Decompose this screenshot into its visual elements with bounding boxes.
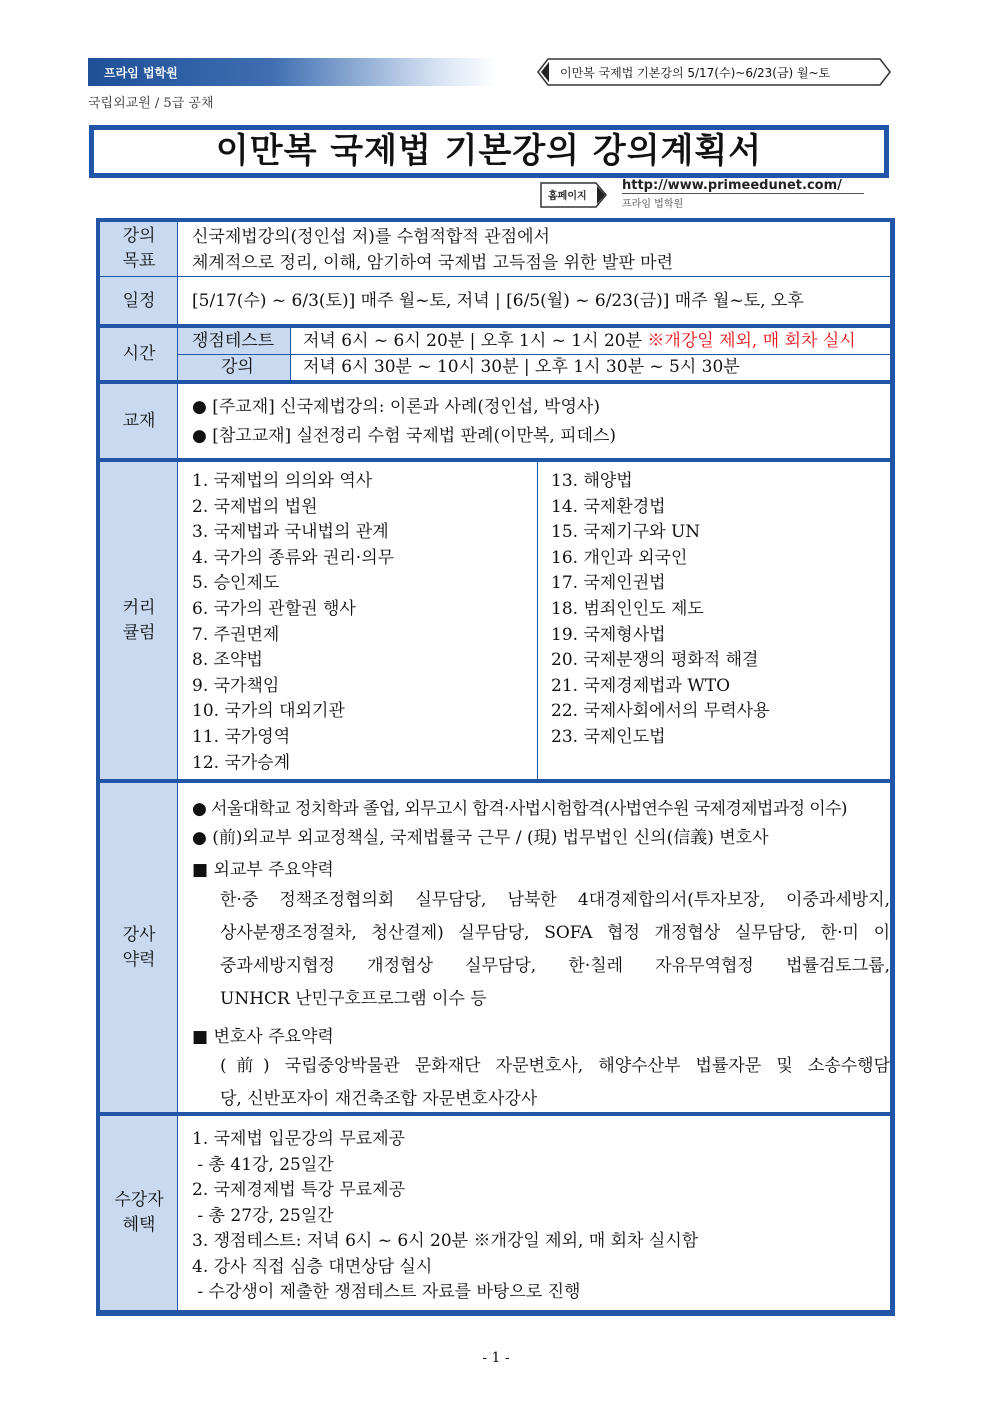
instructor-heading-lawyer: ■ 변호사 주요약력 — [192, 1027, 334, 1047]
curriculum-item: 3. 국제법과 국내법의 관계 — [192, 522, 389, 543]
curriculum-item: 5. 승인제도 — [192, 573, 280, 594]
brand-banner — [88, 58, 498, 86]
row-divider — [100, 380, 891, 384]
time-header: 시간 — [100, 328, 178, 381]
curriculum-item: 15. 국제기구와 UN — [551, 522, 701, 543]
benefit-line: 4. 강사 직접 심층 대면상담 실시 — [192, 1256, 433, 1277]
homepage-academy-name: 프라임 법학원 — [622, 199, 684, 210]
exam-subtitle: 국립외교원 / 5급 공채 — [88, 96, 214, 111]
career-line: 한·중 정책조정협의회 실무담당, 남북한 4대경제합의서(투자보장, 이중과세방지, — [220, 890, 890, 910]
instructor-bullet-1: ● 서울대학교 정치학과 졸업, 외무고시 합격·사법시험합격(사법연수원 국제경제법과정 이수) — [192, 799, 847, 819]
benefit-line: - 총 27강, 25일간 — [192, 1205, 334, 1226]
row-divider — [100, 1112, 891, 1116]
curriculum-item: 6. 국가의 관할권 행사 — [192, 599, 356, 619]
curriculum-item: 11. 국가영역 — [192, 727, 291, 747]
career-line: 중과세방지협정 개정협상 실무담당, 한·칠레 자유무역협정 법률검토그룹, — [220, 956, 890, 976]
curriculum-item: 17. 국제인권법 — [551, 573, 666, 594]
textbook-reference: ● [참고교재] 실전정리 수험 국제법 판례(이만복, 피데스) — [192, 426, 617, 446]
curriculum-item: 9. 국가책임 — [192, 675, 280, 696]
curriculum-item: 18. 범죄인인도 제도 — [551, 599, 704, 619]
benefit-line: - 수강생이 제출한 쟁점테스트 자료를 바탕으로 진행 — [192, 1282, 581, 1302]
textbook-header: 교재 — [100, 384, 178, 459]
curriculum-item: 7. 주권면제 — [192, 624, 280, 645]
curriculum-item: 2. 국제법의 법원 — [192, 496, 318, 517]
career-line: (前) 국립중앙박물관 문화재단 자문변호사, 해양수산부 법률자문 및 소송수행담 — [220, 1056, 890, 1076]
instructor-header: 강사 약력 — [100, 783, 178, 1113]
instructor-diplomacy-career — [220, 884, 890, 1016]
row-divider — [100, 458, 891, 462]
career-line: 당, 신반포자이 재건축조합 자문변호사강사 — [220, 1089, 538, 1109]
row-divider — [100, 779, 891, 783]
course-info-box — [536, 58, 892, 86]
test-label: 쟁점테스트 — [192, 331, 275, 351]
benefit-line: 1. 국제법 입문강의 무료제공 — [192, 1129, 406, 1149]
benefit-line: 2. 국제경제법 특강 무료제공 — [192, 1180, 406, 1200]
document-title: 이만복 국제법 기본강의 강의계획서 — [215, 131, 763, 171]
instructor-lawyer-career — [220, 1050, 890, 1116]
curriculum-item: 13. 해양법 — [551, 471, 633, 491]
lecture-label: 강의 — [221, 357, 254, 377]
homepage-button[interactable] — [540, 182, 602, 206]
curriculum-item: 23. 국제인도법 — [551, 727, 666, 747]
page-number: - 1 - — [482, 1350, 510, 1366]
homepage-button-label: 홈페이지 — [548, 191, 587, 202]
brand-label: 프라임 법학원 — [104, 66, 178, 80]
instructor-heading-diplomacy: ■ 외교부 주요약력 — [192, 860, 334, 880]
curriculum-col-divider — [537, 462, 538, 780]
test-time: 저녁 6시 ~ 6시 20분 | 오후 1시 ~ 1시 20분 ※개강일 제외, 매 회차 실시 — [303, 331, 856, 351]
benefit-line: 3. 쟁점테스트: 저녁 6시 ~ 6시 20분 ※개강일 제외, 매 회차 실시함 — [192, 1231, 699, 1251]
goal-header: 강의 목표 — [100, 222, 178, 276]
document-title-box — [89, 125, 889, 178]
curriculum-item: 12. 국가승계 — [192, 752, 291, 773]
goal-line-2: 체계적으로 정리, 이해, 암기하여 국제법 고득점을 위한 발판 마련 — [192, 253, 674, 273]
url-underline — [622, 193, 864, 194]
course-info-text: 이만복 국제법 기본강의 5/17(수)~6/23(금) 월~토 — [560, 66, 831, 80]
schedule-text: [5/17(수) ~ 6/3(토)] 매주 월~토, 저녁 | [6/5(월) ~ 6/23(금)] 매주 월~토, 오후 — [192, 291, 804, 311]
textbook-main: ● [주교재] 신국제법강의: 이론과 사례(정인섭, 박영사) — [192, 397, 600, 417]
curriculum-item: 16. 개인과 외국인 — [551, 547, 688, 568]
schedule-header: 일정 — [100, 277, 178, 325]
benefits-header: 수강자 혜택 — [100, 1116, 178, 1310]
row-divider — [100, 276, 891, 277]
curriculum-item: 1. 국제법의 의의와 역사 — [192, 471, 373, 491]
career-line: UNHCR 난민구호프로그램 이수 등 — [220, 989, 487, 1009]
curriculum-header: 커리 큘럼 — [100, 462, 178, 780]
curriculum-item: 14. 국제환경법 — [551, 496, 666, 517]
career-line: 상사분쟁조정절차, 청산결제) 실무담당, SOFA 협정 개정협상 실무담당, 한·미 이 — [220, 923, 890, 943]
instructor-bullet-2: ● (前)외교부 외교정책실, 국제법률국 근무 / (現) 법무법인 신의(信義) 변호사 — [192, 828, 769, 848]
curriculum-item: 8. 조약법 — [192, 650, 263, 671]
test-note: ※개강일 제외, 매 회차 실시 — [647, 331, 856, 351]
header-col-divider — [177, 222, 178, 1310]
curriculum-item: 10. 국가의 대외기관 — [192, 701, 345, 722]
curriculum-item: 4. 국가의 종류와 권리·의무 — [192, 547, 395, 568]
curriculum-item: 22. 국제사회에서의 무력사용 — [551, 701, 770, 722]
goal-line-1: 신국제법강의(정인섭 저)를 수험적합적 관점에서 — [192, 227, 550, 247]
homepage-url-link[interactable]: http://www.primeedunet.com/ — [622, 178, 842, 193]
benefit-line: - 총 41강, 25일간 — [192, 1154, 334, 1175]
curriculum-item: 21. 국제경제법과 WTO — [551, 675, 731, 696]
curriculum-item: 20. 국제분쟁의 평화적 해결 — [551, 650, 759, 671]
lecture-time: 저녁 6시 30분 ~ 10시 30분 | 오후 1시 30분 ~ 5시 30분 — [303, 357, 740, 377]
lecture-plan-table — [96, 218, 895, 1316]
curriculum-item: 19. 국제형사법 — [551, 624, 666, 645]
homepage-block[interactable] — [540, 178, 870, 212]
